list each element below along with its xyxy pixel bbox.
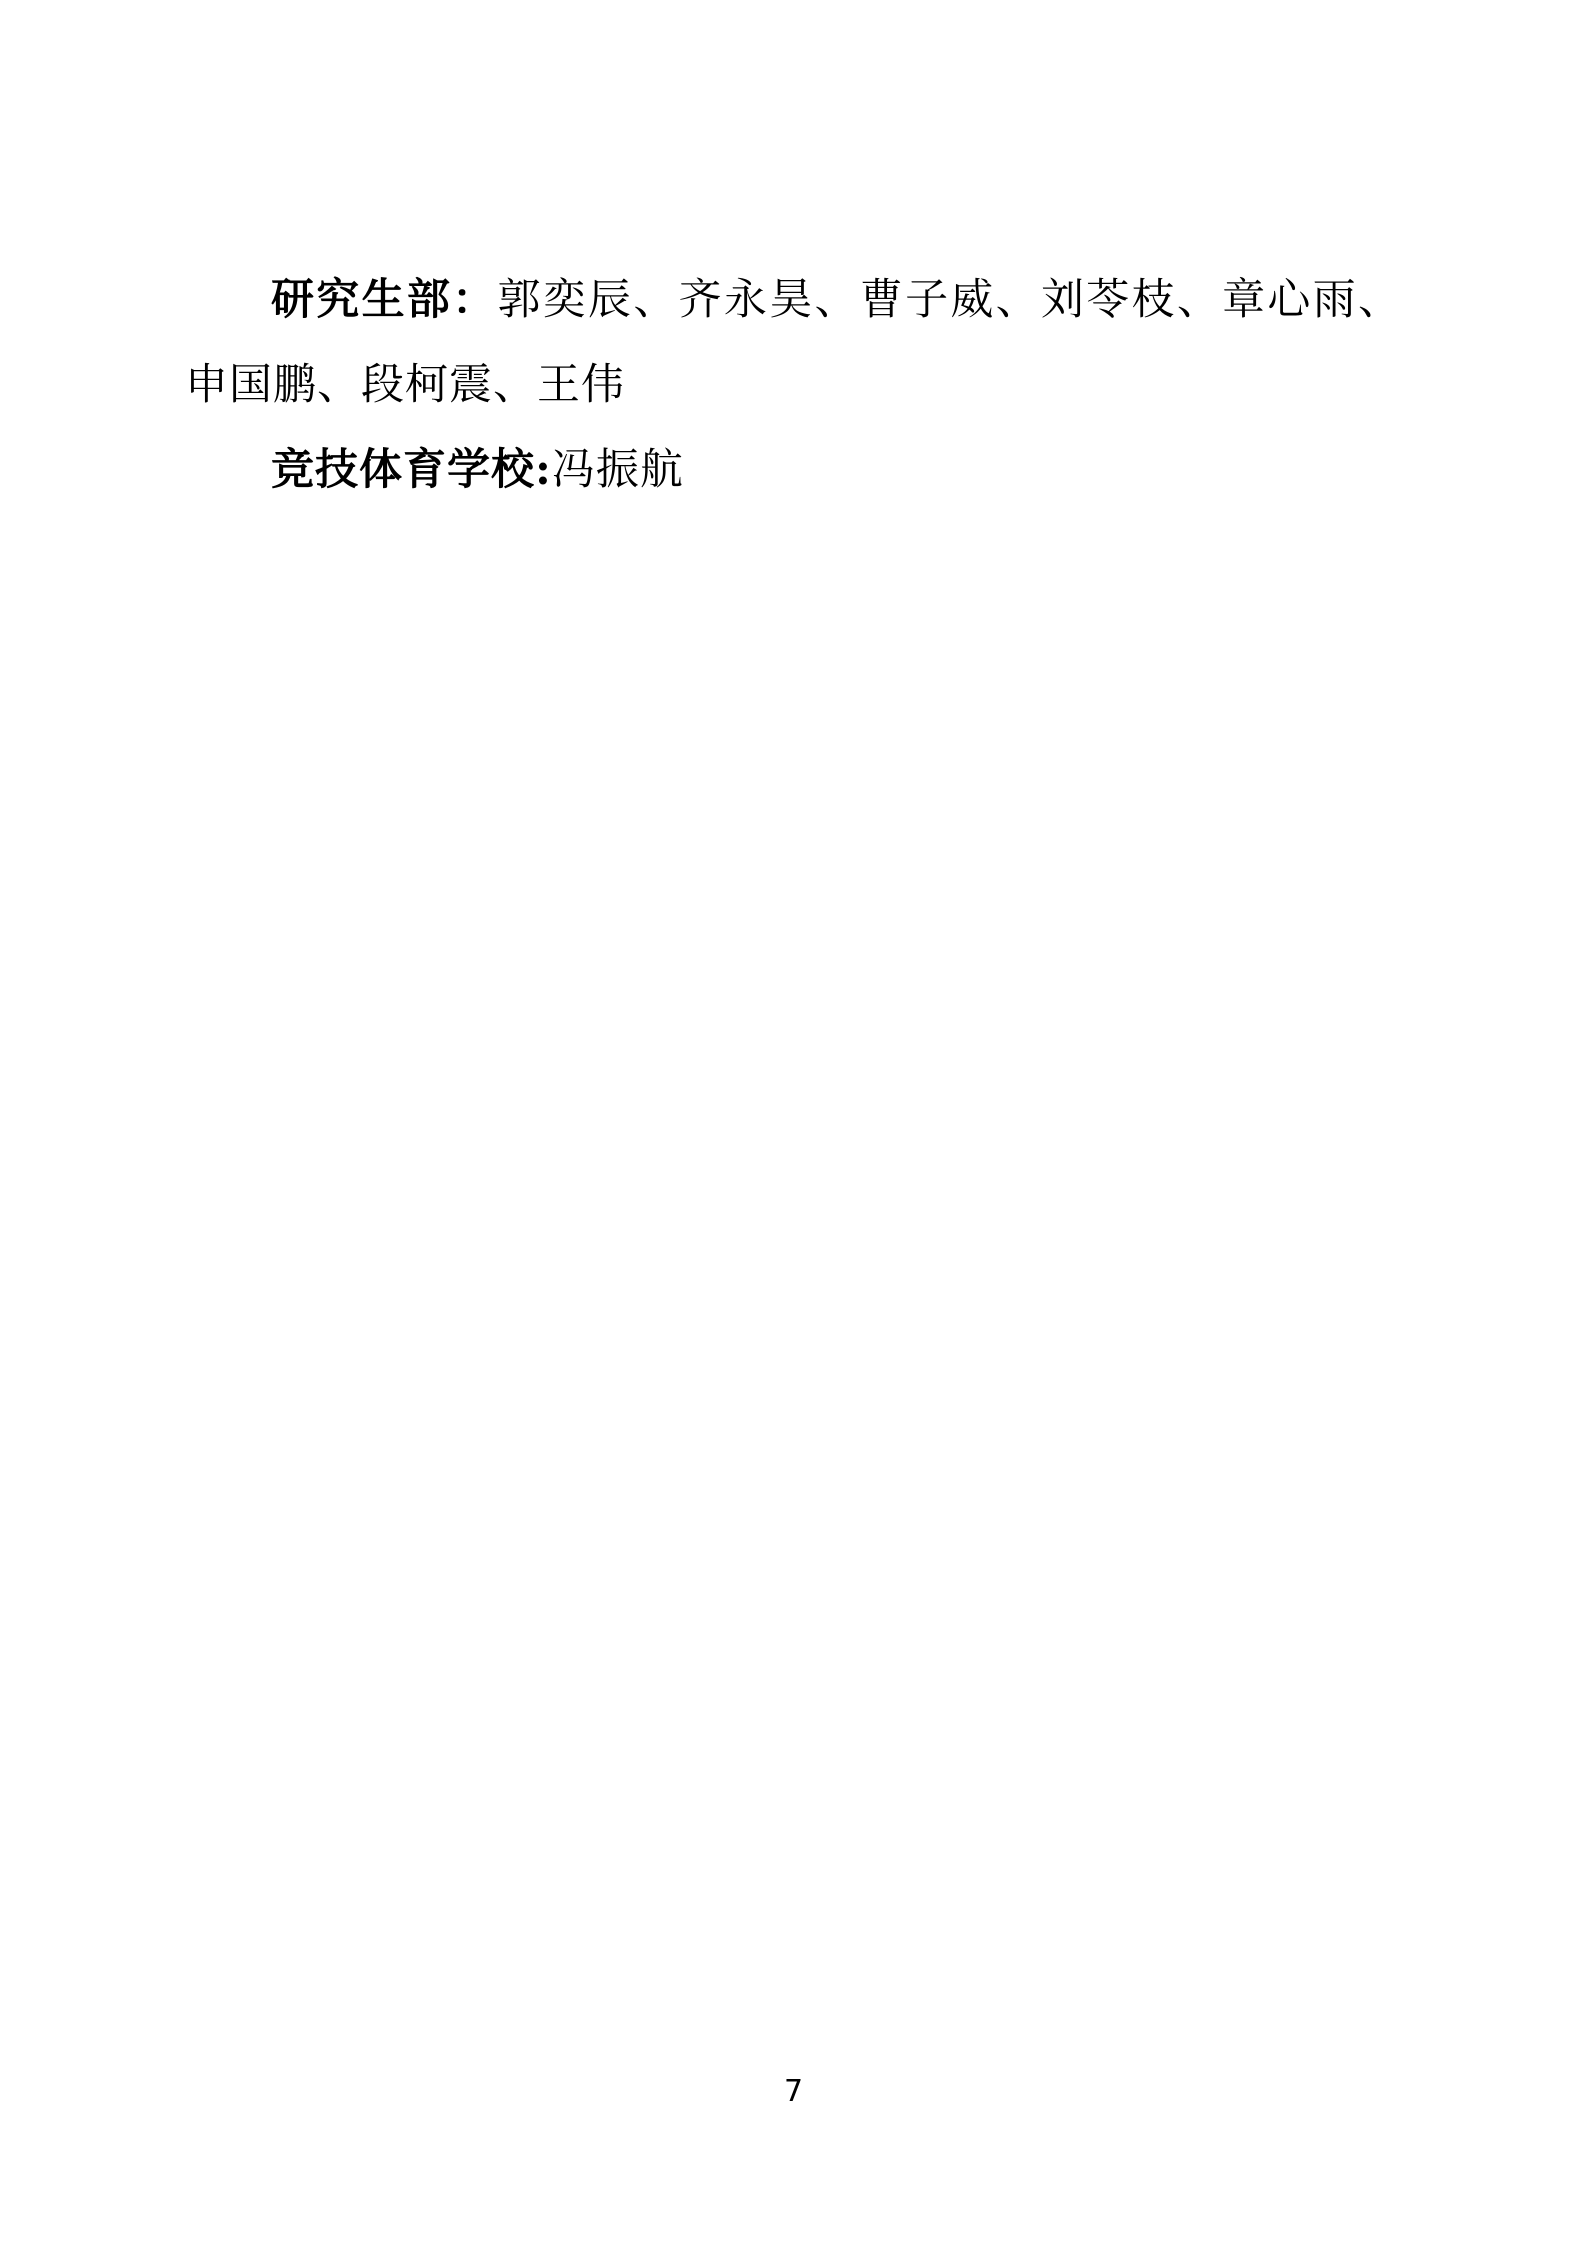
graduate-department-label: 研究生部： bbox=[271, 275, 498, 325]
page-number: 7 bbox=[783, 2074, 804, 2109]
page-body bbox=[185, 258, 1402, 513]
graduate-department-names: 郭奕辰、齐永昊、曹子威、刘苓枝、章心雨、申国鹏、段柯震、王伟 bbox=[185, 275, 1403, 410]
paragraph-graduate-department bbox=[185, 258, 1402, 428]
competitive-sports-school-names: 冯振航 bbox=[551, 445, 684, 495]
competitive-sports-school-label: 竞技体育学校: bbox=[271, 445, 552, 495]
paragraph-competitive-sports-school bbox=[185, 428, 1402, 513]
